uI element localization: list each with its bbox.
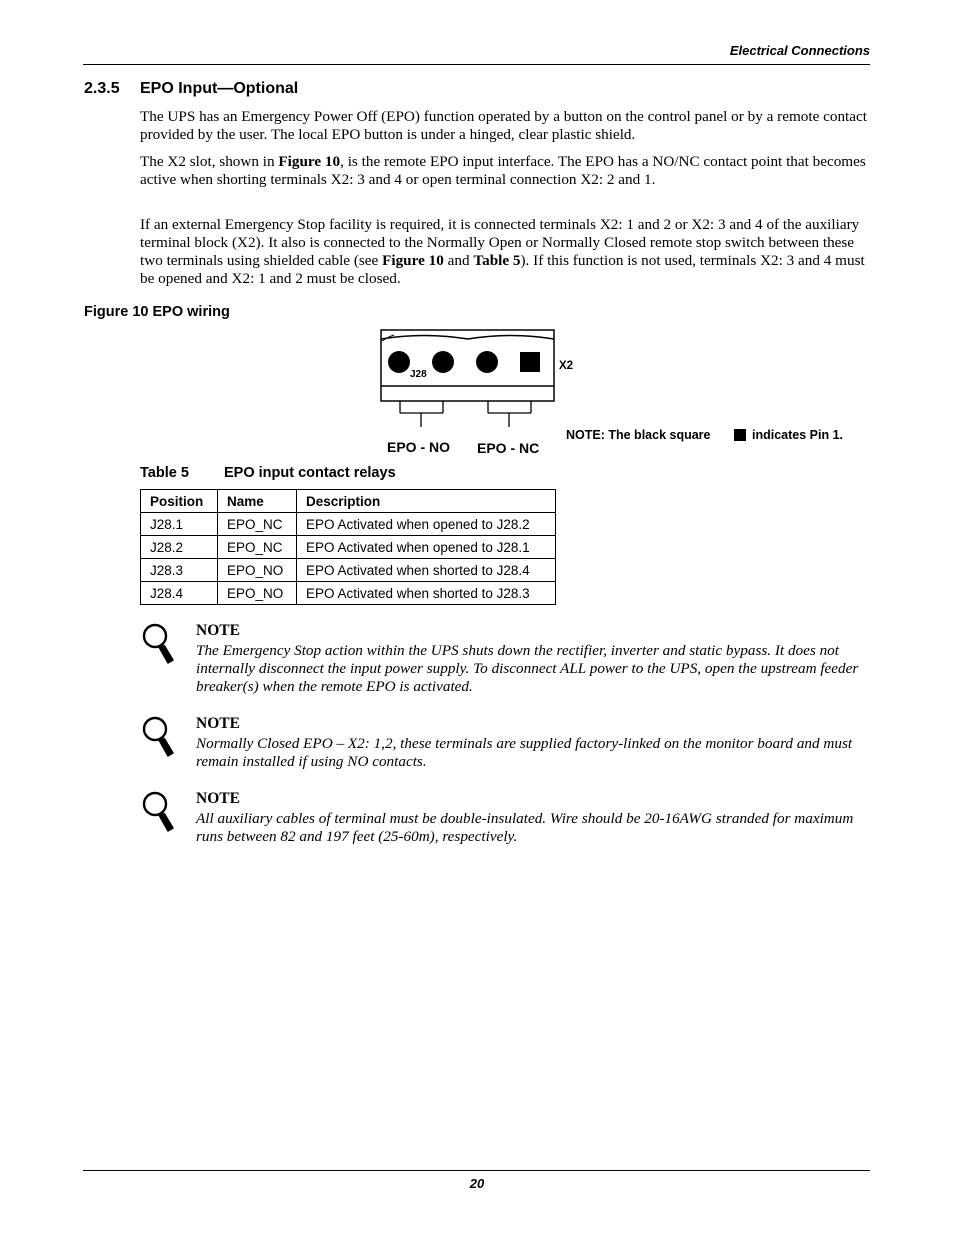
table-row bbox=[141, 513, 556, 536]
table-cell: J28.3 bbox=[141, 559, 218, 582]
text-run: If an external Emergency Stop facility is required, it is connected terminals X2: 1 and 2 or X2: 3 and 4 of the auxiliary terminal block (X2). It also is connected to the Normally Open or Normally Closed remote stop switch between these two terminals using shielded cable (see bbox=[140, 216, 860, 269]
table-cell: EPO_NO bbox=[218, 559, 297, 582]
table-cell: EPO Activated when shorted to J28.3 bbox=[297, 582, 556, 605]
paragraph-epo-intro: The UPS has an Emergency Power Off (EPO) function operated by a button on the control panel or by a remote contact provided by the user. The local EPO button is under a hinged, clear plastic shield. bbox=[140, 108, 867, 143]
table-label: Table 5 bbox=[140, 465, 189, 481]
note-title: NOTE bbox=[196, 715, 240, 732]
table-row bbox=[141, 559, 556, 582]
running-header: Electrical Connections bbox=[729, 43, 870, 58]
section-number: 2.3.5 bbox=[84, 80, 120, 97]
table-cell: EPO_NO bbox=[218, 582, 297, 605]
text-run: , is the remote EPO input interface. The EPO has a NO/NC contact point that becomes active when shorting terminals X2: 3 and 4 or open terminal connection X2: 2 and 1. bbox=[140, 153, 866, 188]
epo-no-wires bbox=[400, 401, 443, 427]
magnifier-icon bbox=[140, 715, 176, 759]
table-caption bbox=[140, 465, 396, 481]
footer-rule bbox=[83, 1170, 870, 1171]
terminal-pin-2 bbox=[476, 351, 498, 373]
j28-label: J28 bbox=[410, 369, 427, 380]
magnifier-icon bbox=[140, 790, 176, 834]
note-title: NOTE bbox=[196, 622, 240, 639]
figure-reference: Figure 10 bbox=[382, 252, 444, 269]
header-rule bbox=[83, 64, 870, 65]
x2-label: X2 bbox=[559, 360, 574, 372]
table-header-row bbox=[141, 490, 556, 513]
paragraph-x2-slot bbox=[140, 153, 870, 189]
terminal-pin-1-square bbox=[520, 352, 540, 372]
note-text: All auxiliary cables of terminal must be double-insulated. Wire should be 20-16AWG stranded for maximum runs between 82 and 197 feet (25-60m), respectively. bbox=[196, 810, 854, 845]
figure-reference: Figure 10 bbox=[278, 153, 341, 170]
column-header: Description bbox=[297, 490, 556, 513]
epo-contact-table bbox=[140, 489, 556, 605]
table-reference: Table 5 bbox=[473, 252, 521, 269]
terminal-pin-4 bbox=[388, 351, 410, 373]
section-title: EPO Input—Optional bbox=[140, 80, 299, 97]
note-text: Normally Closed EPO – X2: 1,2, these terminals are supplied factory-linked on the monitor board and must remain installed if using NO contacts. bbox=[196, 735, 853, 770]
note-text: The Emergency Stop action within the UPS shuts down the rectifier, inverter and static bypass. It does not internally disconnect the input power supply. To disconnect ALL power to the UPS, open the upstream feeder breaker(s) when the remote EPO is activated. bbox=[196, 642, 859, 695]
epo-nc-wires bbox=[488, 401, 531, 427]
table-cell: EPO Activated when opened to J28.1 bbox=[297, 536, 556, 559]
table-cell: EPO_NC bbox=[218, 513, 297, 536]
section-heading bbox=[84, 80, 298, 98]
text-run: ). If this function is not used, terminals X2: 3 and 4 must be opened and X2: 1 and 2 must be closed. bbox=[140, 252, 865, 287]
text-run: and bbox=[443, 252, 474, 269]
page-number: 20 bbox=[469, 1176, 485, 1191]
paragraph-external-stop bbox=[140, 216, 870, 288]
table-cell: J28.4 bbox=[141, 582, 218, 605]
text-run: The X2 slot, shown in bbox=[140, 153, 279, 170]
table-cell: J28.2 bbox=[141, 536, 218, 559]
epo-no-label: EPO - NO bbox=[387, 439, 451, 455]
table-cell: J28.1 bbox=[141, 513, 218, 536]
epo-wiring-diagram bbox=[370, 325, 870, 460]
column-header: Name bbox=[218, 490, 297, 513]
table-cell: EPO_NC bbox=[218, 536, 297, 559]
magnifier-icon bbox=[140, 622, 176, 666]
note-title: NOTE bbox=[196, 790, 240, 807]
epo-nc-label: EPO - NC bbox=[477, 440, 540, 456]
pin-note-square bbox=[734, 429, 746, 441]
pin-note-text: NOTE: The black square bbox=[566, 428, 711, 442]
table-title: EPO input contact relays bbox=[224, 465, 396, 481]
table-cell: EPO Activated when opened to J28.2 bbox=[297, 513, 556, 536]
table-row bbox=[141, 536, 556, 559]
figure-caption: Figure 10 EPO wiring bbox=[84, 304, 230, 320]
table-row bbox=[141, 582, 556, 605]
pin-note-text-end: indicates Pin 1. bbox=[752, 428, 844, 442]
column-header: Position bbox=[141, 490, 218, 513]
terminal-pin-3 bbox=[432, 351, 454, 373]
table-cell: EPO Activated when shorted to J28.4 bbox=[297, 559, 556, 582]
